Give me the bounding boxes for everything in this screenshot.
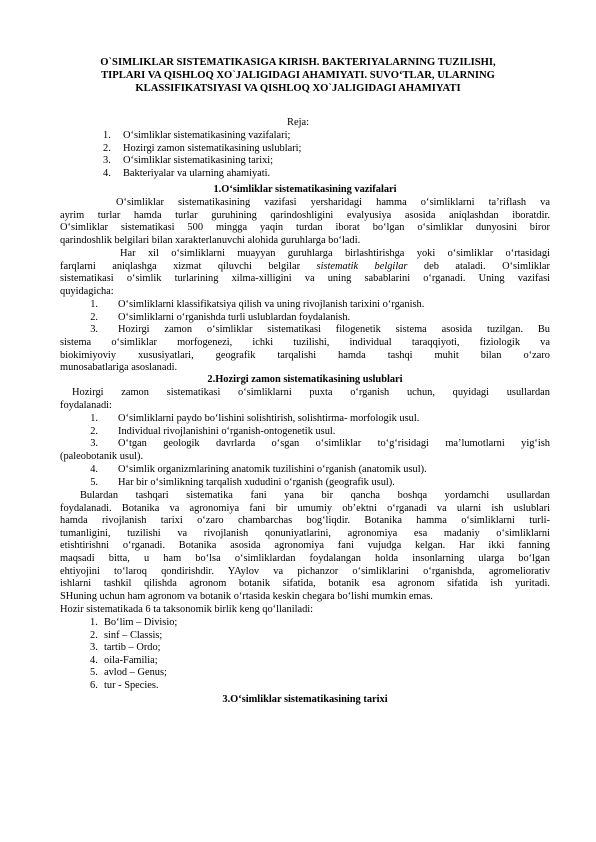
- section-2-body: Bulardan tashqari sistematika fani yana bir qancha boshqa yordamchi usullardan foydalanadi. Botanika va agronomiya fani bir umumiy ob’ektni o‘rganadi va ularni ish uslublari hamda rivojlanish tarixi o‘zaro chambarchas bog‘liqdir. Botanika hamma o‘simliklarni turli- tumanligini, tuzilishi va rivojlanish qonuniyatlarini, agronomiya esa madaniy o‘simliklarni etishtirishni o‘rganadi. Botanika asosida agronomiya fani vujudga kelgan. Har ikki fanning maqsadi bitta, u ham bo‘lsa o‘simliklardan foydalangan holda insonlarning ularga bo‘lgan ehtiyojini to‘laroq qondirishdir. YAylov va pichanzor o‘simliklarini o‘rganishda, agromeliorativ ishlarni tashkil qilishda agronom botanik sifatida, botanik esa agronom sifatida ish yuritadi. SHuning uchun ham agronom va botanik o‘rtasida keskin chegara bo‘lishi mumkin emas.: [60, 490, 550, 602]
- list-item: 2. sinf – Classis;: [90, 629, 163, 641]
- list-item: 2. Individual rivojlanishini o‘rganish-ontogenetik usul.: [90, 425, 336, 437]
- plan-heading: Reja:: [287, 117, 309, 128]
- list-item: 1. O‘simliklarni klassifikatsiya qilish va uning rivojlanish tarixini o‘rganish.: [90, 299, 425, 310]
- list-item: 6. tur - Species.: [90, 679, 159, 691]
- section-2-intro: Hozirgi zamon sistematikasi o‘simliklarni puxta o‘rganish uchun, quyidagi usullardan foydalanadi:: [60, 387, 550, 411]
- section-2-methods-list: [60, 413, 550, 451]
- list-item-continuation: (paleobotanik usul).: [60, 451, 144, 462]
- plan-item: 2. Hozirgi zamon sistematikasining uslublari;: [103, 142, 302, 154]
- list-item: 5. Har bir o‘simlikning tarqalish xududini o‘rganish (geografik usul).: [90, 476, 395, 488]
- section-1-heading: 1.O‘simliklar sistematikasining vazifalari: [213, 184, 397, 195]
- section-3-heading: 3.O‘simliklar sistematikasining tarixi: [222, 694, 388, 705]
- list-item: 3. O‘tgan geologik davrlarda o‘sgan o‘simliklar to‘g‘risidagi ma’lumotlarni yig‘ish: [90, 438, 550, 450]
- plan-item: 1. O‘simliklar sistematikasining vazifalari;: [103, 130, 291, 141]
- document-title: O`SIMLIKLAR SISTEMATIKASIGA KIRISH. BAKTERIYALARNING TUZILISHI, TIPLARI VA QISHLOQ XO`JALIGIDAGI AHAMIYATI. SUVO‘TLAR, ULARNING KLASSIFIKATSIYASI VA QISHLOQ XO`JALIGIDAGI AHAMIYATI: [100, 57, 496, 94]
- list-item: 4. O‘simlik organizmlarining anatomik tuzilishini o‘rganish (anatomik usul).: [90, 464, 427, 475]
- taxonomy-list: [90, 617, 177, 693]
- taxonomy-intro: Hozir sistematikada 6 ta taksonomik birlik keng qo‘llaniladi:: [60, 604, 314, 615]
- section-1-list: [60, 299, 550, 337]
- section-2-heading: 2.Hozirgi zamon sistematikasining uslublari: [207, 374, 403, 385]
- italic-term: sistematik belgilar: [316, 260, 408, 272]
- list-item: 3. tartib – Ordo;: [90, 642, 161, 654]
- list-item: 3. Hozirgi zamon o‘simliklar sistematikasi filogenetik sistema asosida tuzilgan. Bu: [90, 324, 550, 336]
- section-1-continuation: sistema o‘simliklar morfogenezi, ichki tuzilishi, individual taraqqiyoti, fiziologik va biokimiyoviy xususiyatlari, geografik tarqalishi hamda tashqi muhit bilan o‘zaro munosabatlariga asoslanadi.: [60, 337, 550, 374]
- plan-list: [103, 130, 301, 180]
- list-item: 2. O‘simliklarni o‘rganishda turli uslublardan foydalanish.: [90, 311, 351, 323]
- list-item: 5. avlod – Genus;: [90, 667, 167, 679]
- section-2-methods-list-b: [60, 464, 550, 489]
- plan-item: 3. O‘simliklar sistematikasining tarixi;: [103, 155, 274, 167]
- plan-item: 4. Bakteriyalar va ularning ahamiyati.: [103, 167, 271, 179]
- section-1-paragraph-2: Har xil o‘simliklarni muayyan guruhlarga birlashtirishga yoki o‘simliklar o‘rtasidagi farqlarni aniqlashga xizmat qiluvchi belgilar sistematik belgilar deb ataladi. O‘simliklar sistematikasi o‘simlik turlarining xilma-xilligini va uning sabablarini o‘rganadi. Uning vazifasi quyidagicha:: [60, 248, 550, 297]
- list-item: 1. Bo‘lim – Divisio;: [90, 617, 178, 628]
- section-1-paragraph-1: O‘simliklar sistematikasining vazifasi yershаridagi hamma o‘simliklarni ta’riflash va ayrim turlar hamda turlar guruhining qarindoshligini evalyusiya asosida aniqlashdan iboratdir. O‘simliklar sistematikasi 500 mingga yaqin turdan iborat bo‘lgan o‘simliklar dunyosini biror qarindoshlik belgilari bilan xarakterlanuvchi alohida guruhlarga bo‘ladi.: [60, 197, 550, 246]
- list-item: 4. oila-Familia;: [90, 654, 158, 666]
- list-item: 1. O‘simliklarni paydo bo‘lishini solishtirish, solishtirma- morfologik usul.: [90, 413, 420, 424]
